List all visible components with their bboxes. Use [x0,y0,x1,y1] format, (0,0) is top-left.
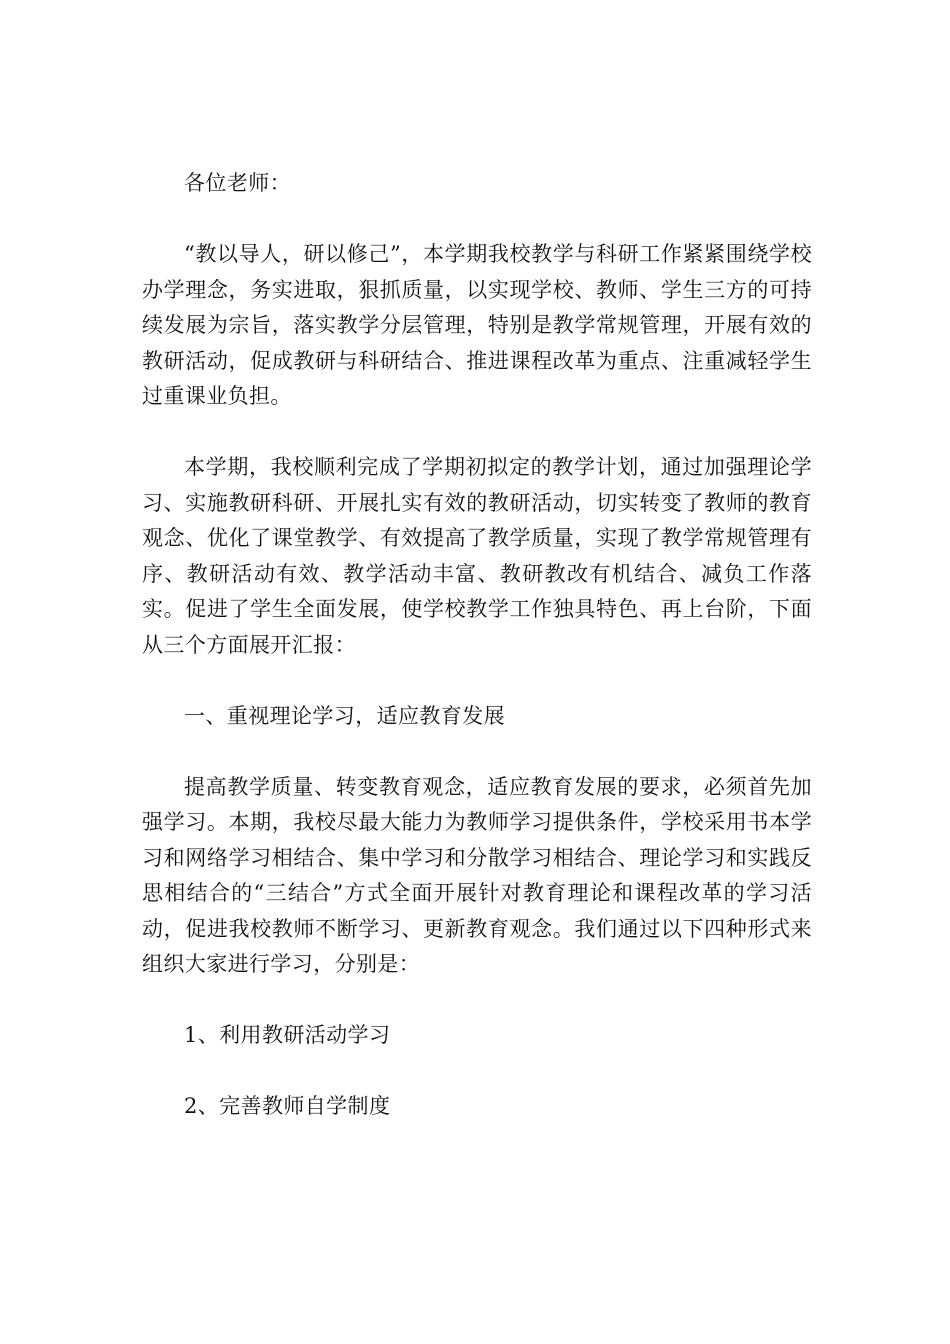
list-item: 2、完善教师自学制度 [184,1094,391,1118]
list-item: 1、利用教研活动学习 [184,1023,391,1047]
intro-paragraph: “教以导人，研以修己”，本学期我校教学与科研工作紧紧围绕学校办学理念，务实进取，狠抓质量，以实现学校、教师、学生三方的可持续发展为宗旨，落实教学分层管理，特别是教学常规管理，开展有效的教研活动，促成教研与科研结合、推进课程改革为重点、注重减轻学生过重课业负担。 [142,242,812,408]
document-body [142,166,812,1160]
section-paragraph: 提高教学质量、转变教育观念，适应教育发展的要求，必须首先加强学习。本期，我校尽最大能力为教师学习提供条件，学校采用书本学习和网络学习相结合、集中学习和分散学习相结合、理论学习和实践反思相结合的“三结合”方式全面开展针对教育理论和课程改革的学习活动，促进我校教师不断学习、更新教育观念。我们通过以下四种形式来组织大家进行学习，分别是： [142,774,812,976]
salutation: 各位老师： [184,171,291,195]
section-heading: 一、重视理论学习，适应教育发展 [184,703,505,728]
summary-paragraph: 本学期，我校顺利完成了学期初拟定的教学计划，通过加强理论学习、实施教研科研、开展扎实有效的教研活动，切实转变了教师的教育观念、优化了课堂教学、有效提高了教学质量，实现了教学常规管理有序、教研活动有效、教学活动丰富、教研教改有机结合、减负工作落实。促进了学生全面发展，使学校教学工作独具特色、再上台阶，下面从三个方面展开汇报： [142,455,812,657]
